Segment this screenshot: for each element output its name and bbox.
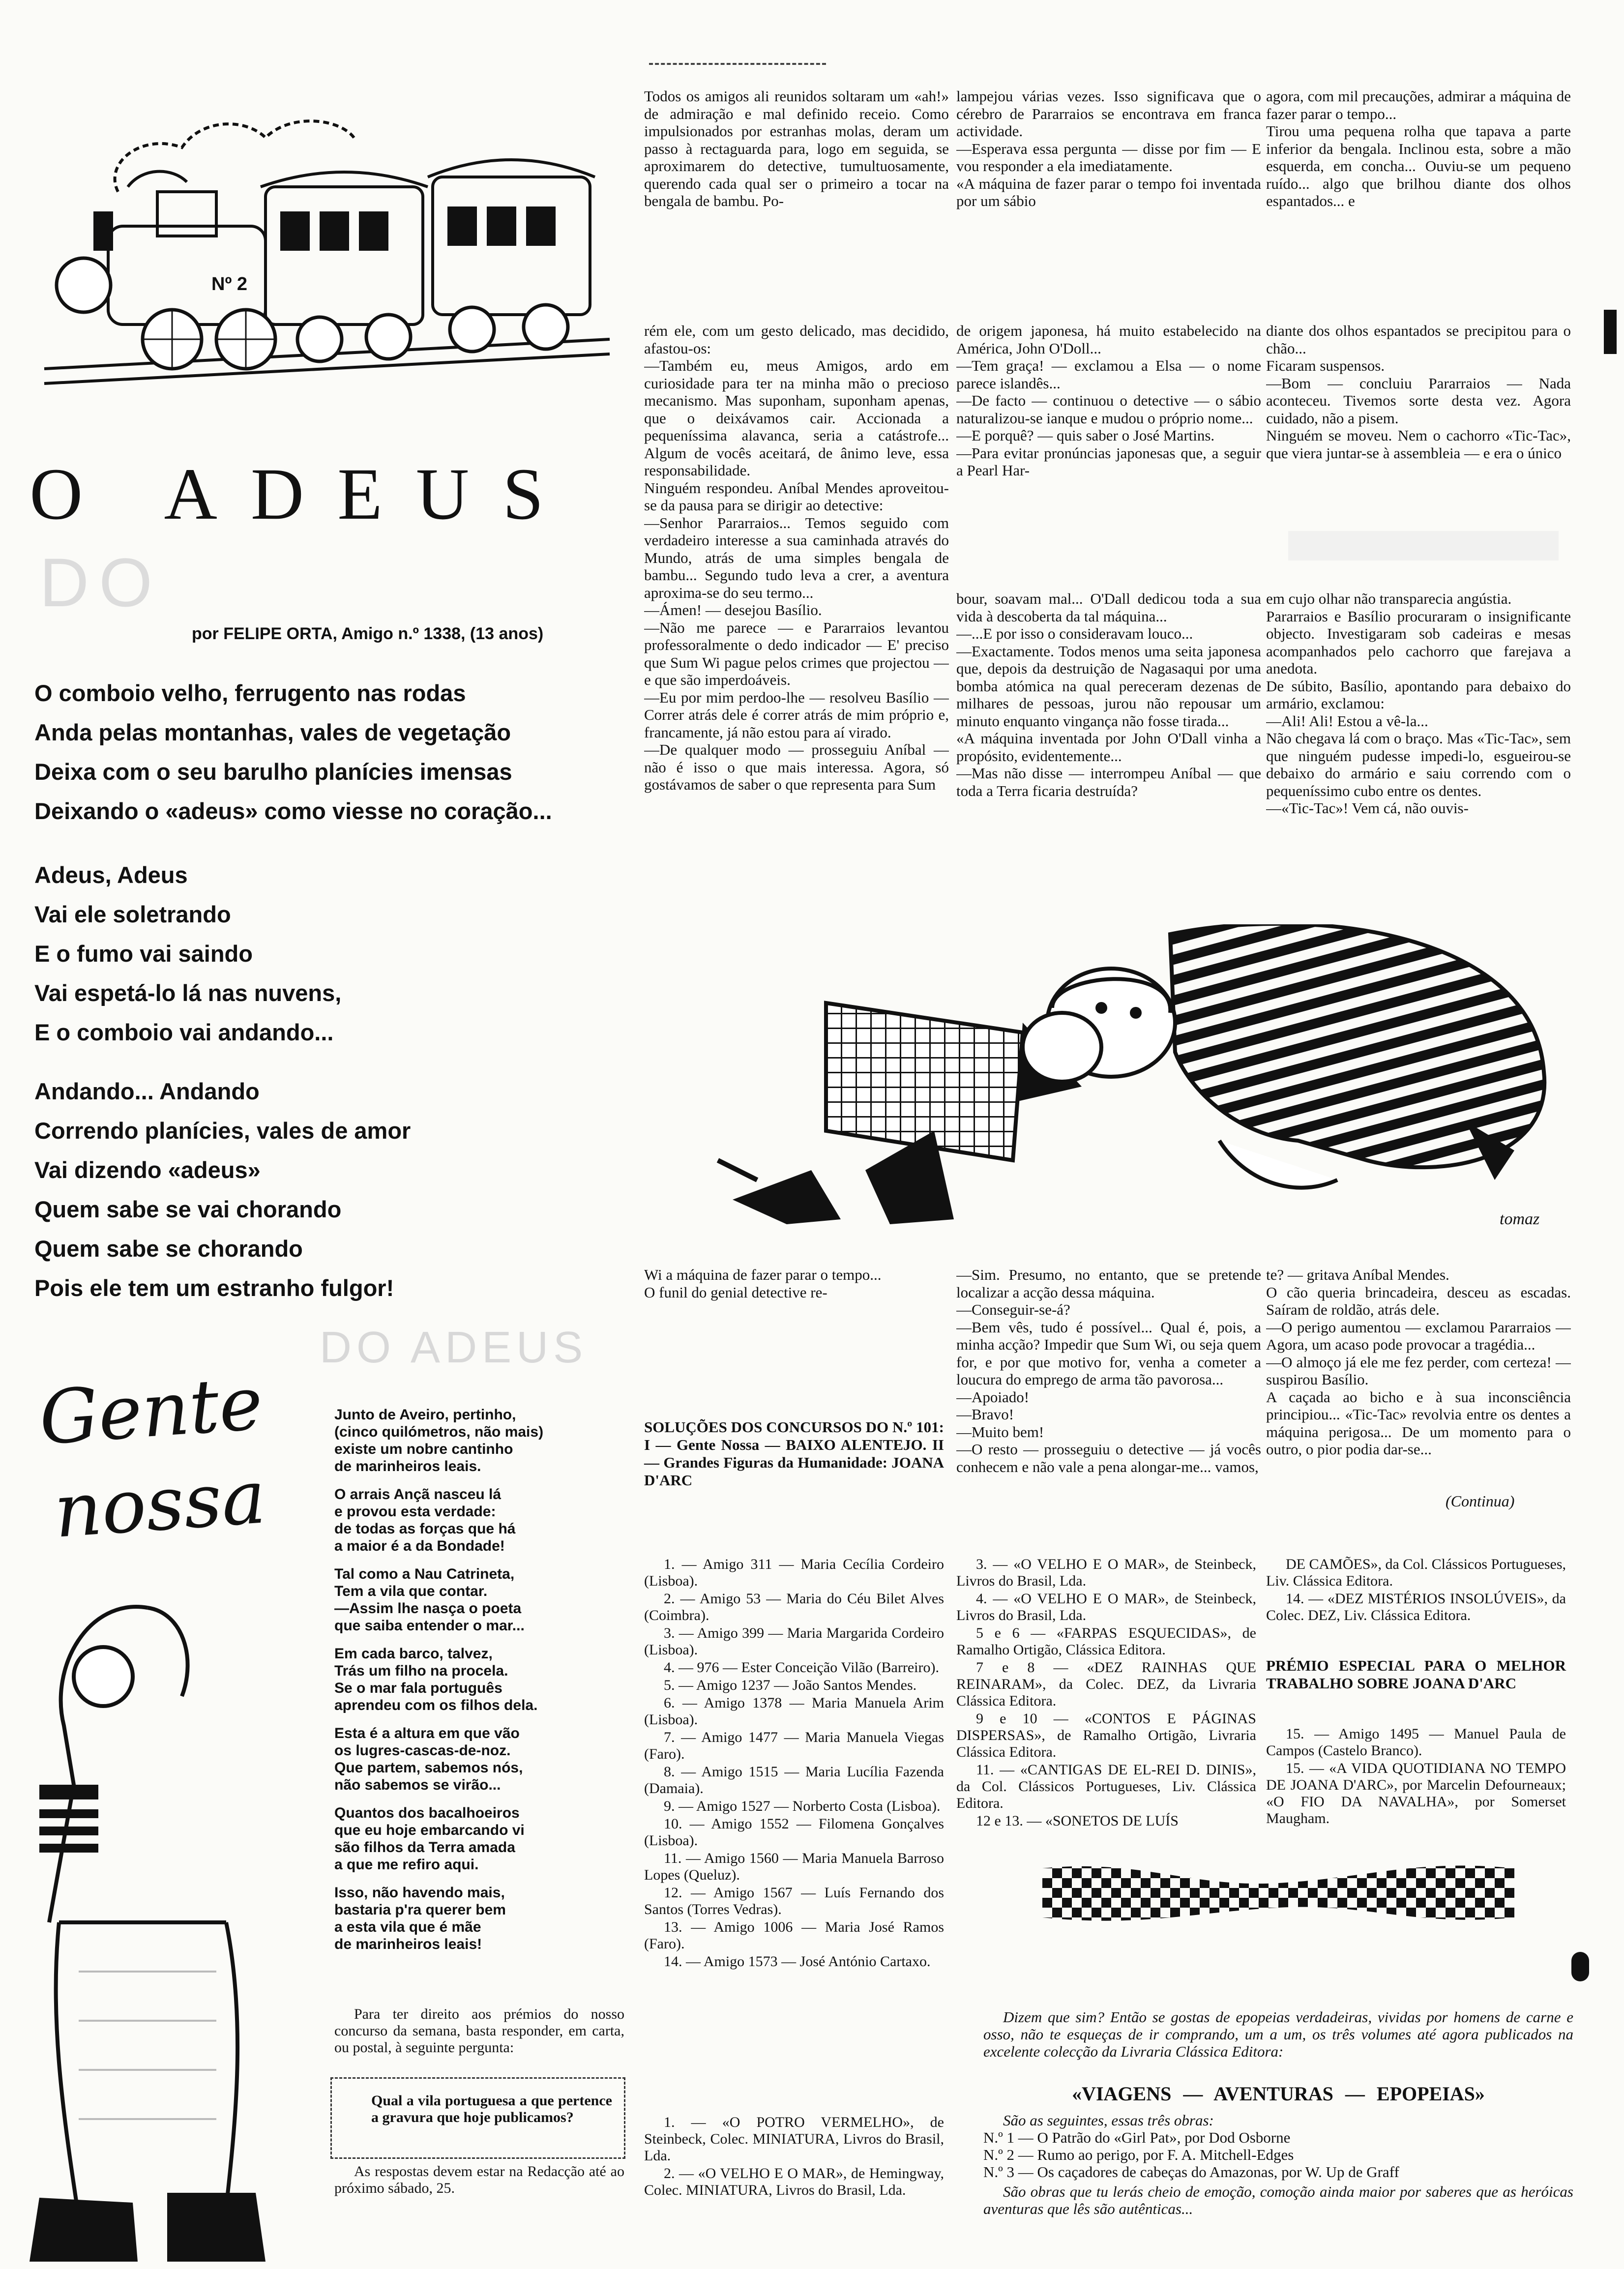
poem-stanza-1: O comboio velho, ferrugento nas rodas Anda pelas montanhas, vales de vegetação Deixa com o seu barulho planícies imensas Deixando o «adeus» como viesse no coração... [34,680,552,824]
list-item: 4. — «O VELHO E O MAR», de Steinbeck, Livros do Brasil, Lda. [956,1591,1256,1623]
story-top-col-1: Todos os amigos ali reunidos soltaram um «ah!» de admiração e mal definido receio. Como impulsionados por estranhas molas, deram um passo à rectaguarda para, logo em seguida, se aproximarem do detective, tumultuosamente, querendo cada qual ser o primeiro a tocar na bengala de bambu. Po- [644,88,949,209]
contest-deadline: As respostas devem estar na Redacção até ao próximo sábado, 25. [334,2163,624,2196]
list-item: 2. — Amigo 53 — Maria do Céu Bilet Alves (Coimbra). [644,1591,944,1623]
story-low-col-3: te? — gritava Aníbal Mendes. O cão queria brincadeira, desceu as escadas. Saíram de roldão, atrás dele. —O perigo aumentou — exclamou Pararraios — Agora, um acaso pode provocar a tragédia... —O almoço já ele me fez perder, com certeza! — suspirou Basílio. A caçada ao bicho e à sua inconsciência principiou... «Tic-Tac» revolvia entre os dentes a máquina perigosa... De um momento para o outro, o pior podia dar-se... [1266,1266,1571,1458]
list-item: 7 e 8 — «DEZ RAINHAS QUE REINARAM», da Colec. DEZ, da Livraria Clássica Editora. [956,1659,1256,1709]
poem-stanza-3: Andando... Andando Correndo planícies, vales de amor Vai dizendo «adeus» Quem sabe se vai chorando Quem sabe se chorando Pois ele tem um estranho fulgor! [34,1078,411,1301]
special-prize-heading: PRÉMIO ESPECIAL PARA O MELHOR TRABALHO SOBRE JOANA D'ARC [1266,1657,1566,1692]
margin-mark [1571,1952,1589,1981]
story-mid-col-3: diante dos olhos espantados se precipitou para o chão... Ficaram suspensos. —Bom — concluiu Pararraios — Nada aconteceu. Tivemos sorte desta vez. Agora cuidado, não a pisem. Ninguém se moveu. Nem o cachorro «Tic-Tac», que viera juntar-se à assembleia — e era o único [1266,322,1571,462]
list-item: 1. — «O POTRO VERMELHO», de Steinbeck, Colec. MINIATURA, Livros do Brasil, Lda. [644,2114,944,2164]
list-item: 7. — Amigo 1477 — Maria Manuela Viegas (Faro). [644,1729,944,1762]
solutions-col-1b [644,2114,944,2200]
top-dash-rule [649,63,826,67]
list-item: 15. — «A VIDA QUOTIDIANA NO TEMPO DE JOANA D'ARC», por Marcelin Defourneaux; «O FIO DA NAVALHA», por Somerset Maugham. [1266,1760,1566,1827]
story-mid-col-2b: bour, soavam mal... O'Dall dedicou toda a sua vida à descoberta da tal máquina... —...E por isso o consideravam louco... —Exactamente. Todos menos uma seita japonesa que, depois da destruição de Nagasaqui por uma bomba atómica na qual pereceram dezenas de milhares de pessoas, jurou não repousar um minuto enquanto vingança não fosse tirada... «A máquina inventada por John O'Dall vinha a propósito, evidentemente... —Mas não disse — interrompeu Aníbal — que toda a Terra ficaria destruída? [956,590,1261,799]
list-item: 1. — Amigo 311 — Maria Cecília Cordeiro (Lisboa). [644,1556,944,1589]
byline: por FELIPE ORTA, Amigo n.º 1338, (13 anos) [192,624,544,643]
story-low-col-2: —Sim. Presumo, no entanto, que se pretende localizar a acção dessa máquina. —Conseguir-se-á? —Bem vês, tudo é possível... Qual é, pois, a minha acção? Impedir que Sum Wi, ou seja quem for, e por que motivo for, venha a cometer a loucura do emprego de arma tão pavorosa... —Apoiado! —Bravo! —Muito bem! —O resto — prosseguiu o detective — já vocês conhecem e não vale a pena alongar-me... vamos, [956,1266,1261,1475]
solutions-col-1 [644,1556,944,1971]
list-item: N.º 3 — Os caçadores de cabeças do Amazonas, por W. Up de Graff [983,2163,1399,2181]
margin-mark [1604,310,1617,354]
verse: Em cada barco, talvez, Trás um filho na procela. Se o mar fala português aprendeu com os filhos dela. [334,1646,538,1713]
list-item: 3. — «O VELHO E O MAR», de Steinbeck, Livros do Brasil, Lda. [956,1556,1256,1589]
continua-label: (Continua) [1446,1492,1515,1510]
list-item: 2. — «O VELHO E O MAR», de Hemingway, Colec. MINIATURA, Livros do Brasil, Lda. [644,2165,944,2198]
faded-heading: DO ADEUS [320,1323,588,1372]
solutions-col-2 [956,1556,1256,1830]
ad-closing: São obras que tu lerás cheio de emoção, comoção ainda maior por saberes que as heróicas aventuras que lês são autênticas... [983,2183,1573,2217]
list-item: 14. — «DEZ MISTÉRIOS INSOLÚVEIS», da Colec. DEZ, Liv. Clássica Editora. [1266,1591,1566,1623]
list-item: N.º 1 — O Patrão do «Girl Pat», por Dod Osborne [983,2129,1291,2146]
checkered-band-ornament [1042,1858,1514,1927]
list-item: DE CAMÕES», da Col. Clássicos Portugueses, Liv. Clássica Editora. [1266,1556,1566,1589]
gente-nossa-logo-line2: nossa [51,1454,268,1555]
list-item: 4. — 976 — Ester Conceição Vilão (Barreiro). [664,1659,939,1676]
list-item: 11. — «CANTIGAS DE EL-REI D. DINIS», da Col. Clássicos Portugueses, Liv. Clássica Editora. [956,1762,1256,1811]
list-item: 11. — Amigo 1560 — Maria Manuela Barroso Lopes (Queluz). [644,1850,944,1883]
train-number-plate: Nº 2 [211,274,248,295]
verse: Esta é a altura em que vão os lugres-cascas-de-noz. Que partem, sabemos nós, não sabemos se virão... [334,1725,523,1793]
story-mid-col-2: de origem japonesa, há muito estabelecido na América, John O'Doll... —Tem graça! — exclamou a Elsa — o nome parece islandês... —De facto — continuou o detective — o sábio naturalizou-se ianque e mudou o próprio nome... —E porquê? — quis saber o José Martins. —Para evitar pronúncias japonesas que, a seguir a Pearl Har- [956,322,1261,479]
list-item: 9. — Amigo 1527 — Norberto Costa (Lisboa). [664,1798,941,1814]
ad-intro: Dizem que sim? Então se gostas de epopeias verdadeiras, vividas por homens de carne e osso, não te esqueças de ir comprando, um a um, os três volumes até agora publicados na excelente colecção da Livraria Clássica Editora: [983,2008,1573,2060]
story-top-col-3: agora, com mil precauções, admirar a máquina de fazer parar o tempo... Tirou uma pequena rolha que tapava a parte inferior da bengala. Inclinou esta, sobre a mão esquerda, em concha... Ouviu-se um pequeno ruído... algo que brilhou diante dos olhos espantados... e [1266,88,1571,209]
solutions-col-3b [1266,1726,1566,1828]
fisherman-figure-illustration [20,1578,325,2267]
list-item: 9 e 10 — «CONTOS E PÁGINAS DISPERSAS», de Ramalho Ortigão, Livraria Clássica Editora. [956,1710,1256,1760]
story-top-col-2: lampejou várias vezes. Isso significava que o cérebro de Pararraios se encontrava em franca actividade. —Esperava essa pergunta — disse por fim — E vou responder a ela imediatamente. «A máquina de fazer parar o tempo foi inventada por um sábio [956,88,1261,209]
verse: O arrais Ançã nasceu lá e provou esta verdade: de todas as forças que há a maior é a da Bondade! [334,1486,516,1554]
article-title: O ADEUS [30,453,577,535]
list-item: 15. — Amigo 1495 — Manuel Paula de Campos (Castelo Branco). [1266,1726,1566,1759]
verse: Tal como a Nau Catrineta, Tem a vila que contar. —Assim lhe nasça o poeta que saiba entender o mar... [334,1566,525,1634]
verse: Junto de Aveiro, pertinho, (cinco quilómetros, não mais) existe um nobre cantinho de marinheiros leais. [334,1407,544,1474]
illustrator-signature: tomaz [1500,1210,1540,1228]
contest-question: Qual a vila portuguesa a que pertence a gravura que hoje publicamos? [371,2092,612,2125]
verse: Isso, não havendo mais, bastaria p'ra querer bem a esta vila que é mãe de marinheiros leais! [334,1885,506,1952]
contest-intro: Para ter direito aos prémios do nosso concurso da semana, basta responder, em carta, ou postal, à seguinte pergunta: [334,2006,624,2056]
list-item: 8. — Amigo 1515 — Maria Lucília Fazenda (Damaia). [644,1764,944,1797]
list-item: 13. — Amigo 1006 — Maria José Ramos (Faro). [644,1919,944,1952]
list-item: 10. — Amigo 1552 — Filomena Gonçalves (Lisboa). [644,1816,944,1849]
faded-subtitle: DO [39,544,162,621]
list-item: 6. — Amigo 1378 — Maria Manuela Arim (Lisboa). [644,1695,944,1728]
ad-series-title: «VIAGENS — AVENTURAS — EPOPEIAS» [1072,2083,1485,2105]
list-item: N.º 2 — Rumo ao perigo, por F. A. Mitchell-Edges [983,2146,1294,2163]
story-mid-col-1: rém ele, com um gesto delicado, mas decidido, afastou-os: —Também eu, meus Amigos, ardo em curiosidade para ter na minha mão o precioso mecanismo. Mas suponham, suponham apenas, que o deixávamos cair. Accionada a pequeníssima alavanca, seria a catástrofe... Algum de vocês aceitará, de ânimo leve, essa responsabilidade. Ninguém respondeu. Aníbal Mendes aproveitou-se da pausa para se dirigir ao detective: —Senhor Pararraios... Temos seguido com verdadeiro interesse a sua caminhada através do Mundo, atrás de uma simples bengala de bambu... Segundo tudo leva a crer, a aventura aproxima-se do seu termo... —Ámen! — desejou Basílio. —Não me parece — e Pararraios levantou professoralmente o dedo indicador — E' preciso que Sum Wi pague pelos crimes que projectou — e que são imperdoáveis. —Eu por mim perdoo-lhe — resolveu Basílio — Correr atrás dele é correr atrás de mim próprio e, francamente, já não estou para aí virado. —De qualquer modo — prosseguiu Aníbal — não é isso o que mais interessa. Agora, só gostávamos de saber o que representa para Sum [644,322,949,793]
verse: Quantos dos bacalhoeiros que eu hoje embarcando vi são filhos da Terra amada a que me refiro aqui. [334,1805,525,1873]
detective-dog-illustration [679,924,1568,1239]
faded-strip [1288,531,1559,560]
question-box [330,2077,625,2159]
ad-lead: São as seguintes, essas três obras: [1003,2112,1214,2129]
list-item: 3. — Amigo 399 — Maria Margarida Cordeiro (Lisboa). [644,1625,944,1658]
poem-stanza-2: Adeus, Adeus Vai ele soletrando E o fumo vai saindo Vai espetá-lo lá nas nuvens, E o comboio vai andando... [34,862,342,1045]
list-item: 12 e 13. — «SONETOS DE LUÍS [976,1813,1179,1829]
story-low-col-1: Wi a máquina de fazer parar o tempo... O funil do genial detective re- [644,1266,882,1301]
list-item: 5. — Amigo 1237 — João Santos Mendes. [664,1677,917,1693]
gente-nossa-verses [334,1406,624,1964]
solutions-heading: SOLUÇÕES DOS CONCURSOS DO N.º 101: I — Gente Nossa — BAIXO ALENTEJO. II — Grandes Figuras da Humanidade: JOANA D'ARC [644,1418,944,1489]
train-illustration [15,64,620,398]
story-mid-col-3b: em cujo olhar não transparecia angústia. Pararraios e Basílio procuraram o insignificante objecto. Investigaram sob cadeiras e mesas acompanhados pelo cachorro que farejava a anedota. De súbito, Basílio, apontando para debaixo do armário, exclamou: —Ali! Ali! Estou a vê-la... Não chegava lá com o braço. Mas «Tic-Tac», sem que ninguém pudesse impedi-lo, esgueirou-se debaixo do armário e saiu correndo com o pequeníssimo cubo entre os dentes. —«Tic-Tac»! Vem cá, não ouvis- [1266,590,1571,817]
ad-book-list [983,2129,1573,2181]
solutions-col-3 [1266,1556,1566,1625]
list-item: 12. — Amigo 1567 — Luís Fernando dos Santos (Torres Vedras). [644,1885,944,1917]
gente-nossa-logo-line1: Gente [36,1360,266,1462]
list-item: 5 e 6 — «FARPAS ESQUECIDAS», de Ramalho Ortigão, Clássica Editora. [956,1625,1256,1658]
list-item: 14. — Amigo 1573 — José António Cartaxo. [664,1953,931,1970]
